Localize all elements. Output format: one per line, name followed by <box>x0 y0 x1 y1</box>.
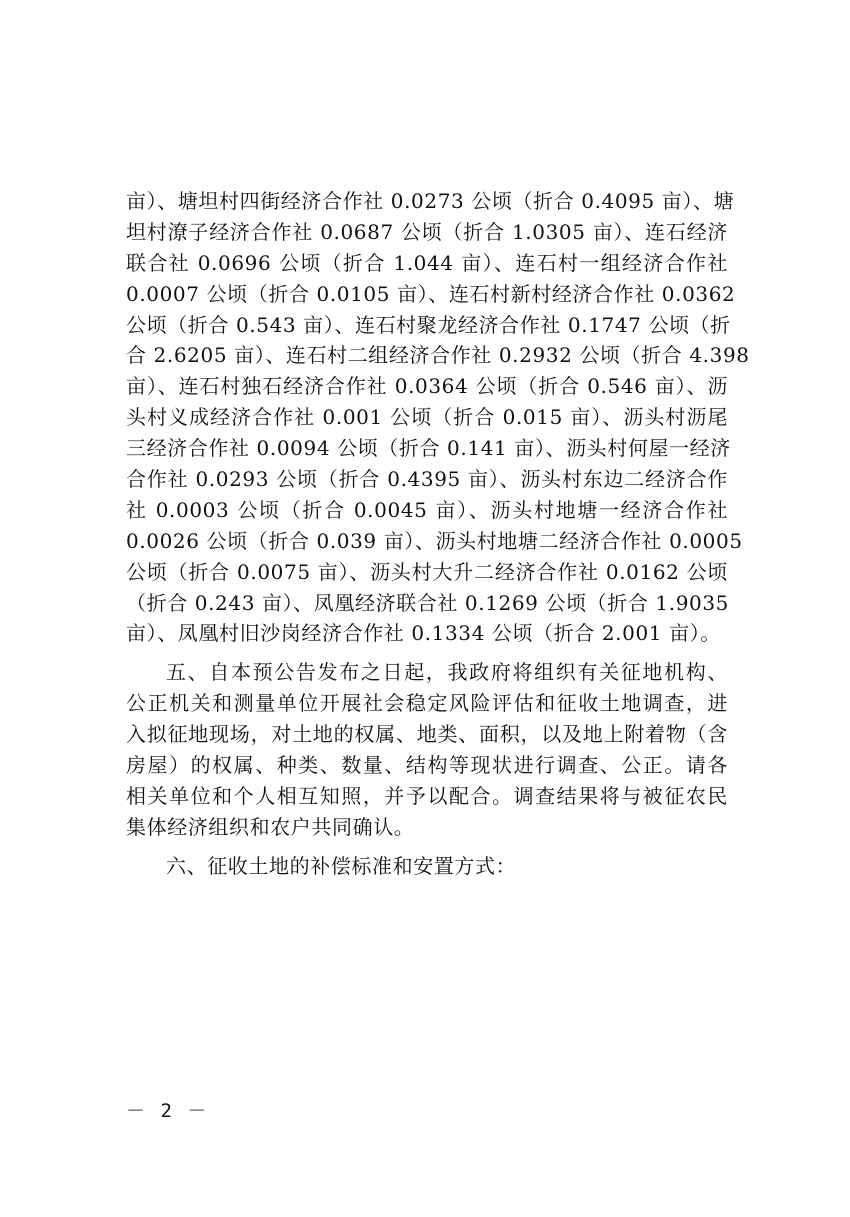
text-line: （折合 0.243 亩）、凤凰经济联合社 0.1269 公顷（折合 1.9035 <box>126 590 730 615</box>
text-line: 亩）、连石村独石经济合作社 0.0364 公顷（折合 0.546 亩）、沥 <box>126 374 728 399</box>
paragraph-spacer <box>126 649 728 657</box>
text-line: 0.0026 公顷（折合 0.039 亩）、沥头村地塘二经济合作社 0.0005 <box>126 528 743 553</box>
text-line: 入拟征地现场，对土地的权属、地类、面积，以及地上附着物（含 <box>126 722 728 747</box>
text-line: 公顷（折合 0.543 亩）、连石村聚龙经济合作社 0.1747 公顷（折 <box>126 312 731 337</box>
text-line: 房屋）的权属、种类、数量、结构等现状进行调查、公正。请各 <box>126 753 728 778</box>
text-line: 集体经济组织和农户共同确认。 <box>126 814 415 839</box>
text-line: 相关单位和个人相互知照，并予以配合。调查结果将与被征农民 <box>126 783 728 808</box>
text-line: 合作社 0.0293 公顷（折合 0.4395 亩）、沥头村东边二经济合作 <box>126 467 728 492</box>
section-6-heading: 六、征收土地的补偿标准和安置方式： <box>166 853 517 878</box>
text-line: 公顷（折合 0.0075 亩）、沥头村大升二经济合作社 0.0162 公顷 <box>126 559 728 584</box>
page-number: － 2 － <box>126 1100 209 1122</box>
section-5-first-line: 五、自本预公告发布之日起，我政府将组织有关征地机构、 <box>166 660 728 685</box>
text-line: 坦村潦子经济合作社 0.0687 公顷（折合 1.0305 亩）、连石经济 <box>126 219 728 244</box>
paragraph-land-list-continued <box>126 186 750 649</box>
paragraph-spacer <box>126 843 728 851</box>
text-line: 亩）、塘坦村四街经济合作社 0.0273 公顷（折合 0.4095 亩）、塘 <box>126 189 735 213</box>
paragraph-section-5 <box>126 657 728 842</box>
text-line: 三经济合作社 0.0094 公顷（折合 0.141 亩）、沥头村何屋一经济 <box>126 436 731 461</box>
text-line: 亩）、凤凰村旧沙岗经济合作社 0.1334 公顷（折合 2.001 亩）。 <box>126 621 721 646</box>
text-line: 0.0007 公顷（折合 0.0105 亩）、连石村新村经济合作社 0.0362 <box>126 281 736 306</box>
text-line: 头村义成经济合作社 0.001 公顷（折合 0.015 亩）、沥头村沥尾 <box>126 405 728 430</box>
text-line: 联合社 0.0696 公顷（折合 1.044 亩）、连石村一组经济合作社 <box>126 250 728 275</box>
document-body <box>126 186 750 882</box>
text-line: 合 2.6205 亩）、连石村二组经济合作社 0.2932 公顷（折合 4.398 <box>126 343 750 368</box>
text-line: 社 0.0003 公顷（折合 0.0045 亩）、沥头村地塘一经济合作社 <box>126 497 728 522</box>
text-line: 公正机关和测量单位开展社会稳定风险评估和征收土地调查，进 <box>126 691 728 716</box>
paragraph-section-6-heading <box>126 851 728 882</box>
